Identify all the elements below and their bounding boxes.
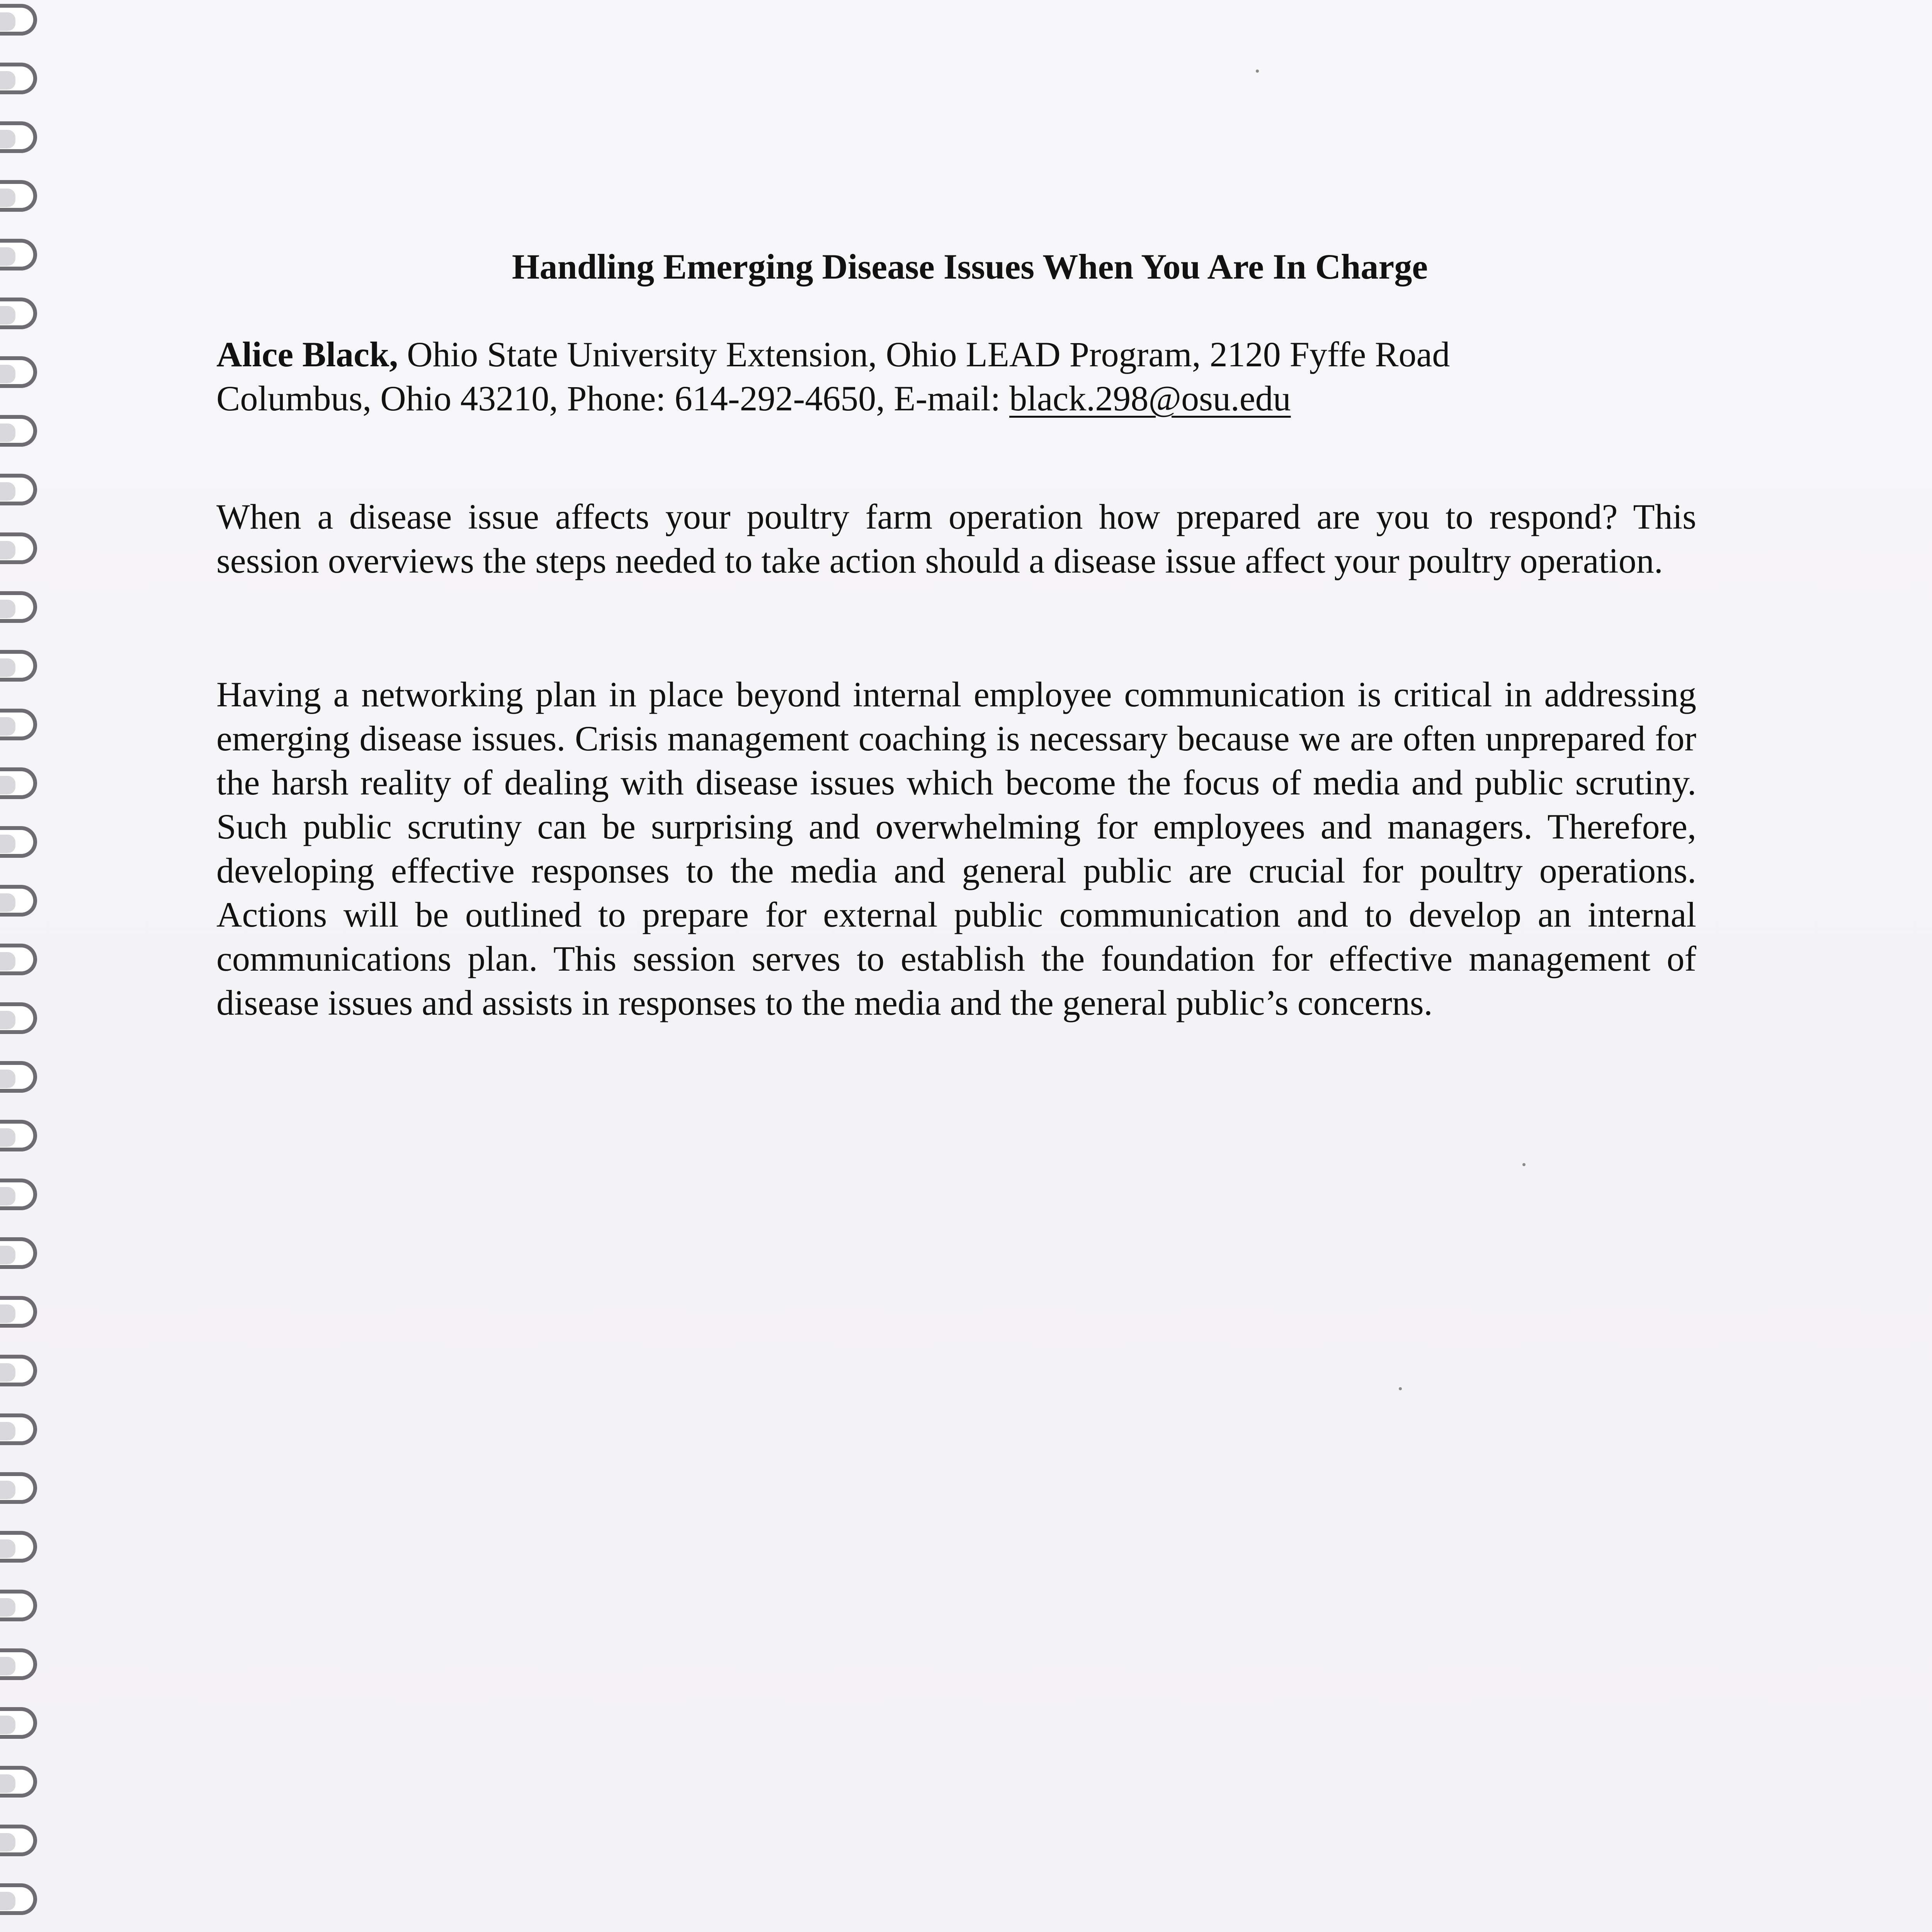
binding-ring xyxy=(0,1648,37,1680)
binding-ring xyxy=(0,1120,37,1151)
binding-ring xyxy=(0,298,37,329)
binding-ring xyxy=(0,650,37,682)
binding-ring xyxy=(0,1707,37,1739)
binding-ring xyxy=(0,63,37,94)
author-block xyxy=(216,332,1839,420)
binding-ring xyxy=(0,239,37,270)
page-title: Handling Emerging Disease Issues When You Are In Charge xyxy=(512,247,1428,286)
binding-ring xyxy=(0,591,37,623)
binding-ring xyxy=(0,1002,37,1034)
abstract-paragraph-1: When a disease issue affects your poultry farm operation how prepared are you to respond? This session overviews the steps needed to take action should a disease issue affect your poultry operation. xyxy=(216,497,1696,580)
binding-ring xyxy=(0,1825,37,1856)
binding-ring xyxy=(0,1179,37,1210)
binding-ring xyxy=(0,1413,37,1445)
binding-ring xyxy=(0,121,37,153)
binding-ring xyxy=(0,826,37,858)
binding-ring xyxy=(0,356,37,388)
author-address: Columbus, Ohio 43210, Phone: 614-292-4650, E-mail: xyxy=(216,379,1010,418)
author-line-2 xyxy=(216,376,1839,420)
binding-ring xyxy=(0,1531,37,1563)
binding-ring xyxy=(0,1590,37,1621)
binding-ring xyxy=(0,1355,37,1386)
binding-ring xyxy=(0,1237,37,1269)
author-name: Alice Black, xyxy=(216,335,398,374)
binding-ring xyxy=(0,944,37,975)
binding-ring xyxy=(0,1766,37,1798)
binding-ring xyxy=(0,532,37,564)
binding-ring xyxy=(0,885,37,917)
binding-ring xyxy=(0,1296,37,1328)
binding-ring xyxy=(0,1472,37,1504)
binding-ring xyxy=(0,767,37,799)
binding-ring xyxy=(0,180,37,212)
binding-ring xyxy=(0,1883,37,1915)
abstract-paragraph-2: Having a networking plan in place beyond internal employee communication is critical in addressing emerging disease issues. Crisis management coaching is necessary because we are often unprepared for the harsh reality of dealing with disease issues which become the focus of media and public scrutiny. Such public scrutiny can be surprising and overwhelming for employees and managers. Therefore, developing effective responses to the media and general public are crucial for poultry operations. Actions will be outlined to prepare for external public communication and to develop an internal communications plan. This session serves to establish the foundation for effective management of disease issues and assists in responses to the media and the general public’s concerns. xyxy=(216,675,1696,1022)
scan-speck xyxy=(1522,1163,1526,1166)
spiral-binding xyxy=(0,0,50,1932)
binding-ring xyxy=(0,709,37,740)
author-affiliation: Ohio State University Extension, Ohio LEAD Program, 2120 Fyffe Road xyxy=(398,335,1450,374)
author-line-1 xyxy=(216,332,1839,376)
scan-speck xyxy=(1399,1387,1402,1390)
binding-ring xyxy=(0,1061,37,1093)
binding-ring xyxy=(0,415,37,447)
binding-ring xyxy=(0,4,37,36)
scan-speck xyxy=(1256,70,1259,73)
email-link[interactable]: black.298@osu.edu xyxy=(1009,379,1291,418)
binding-ring xyxy=(0,474,37,505)
